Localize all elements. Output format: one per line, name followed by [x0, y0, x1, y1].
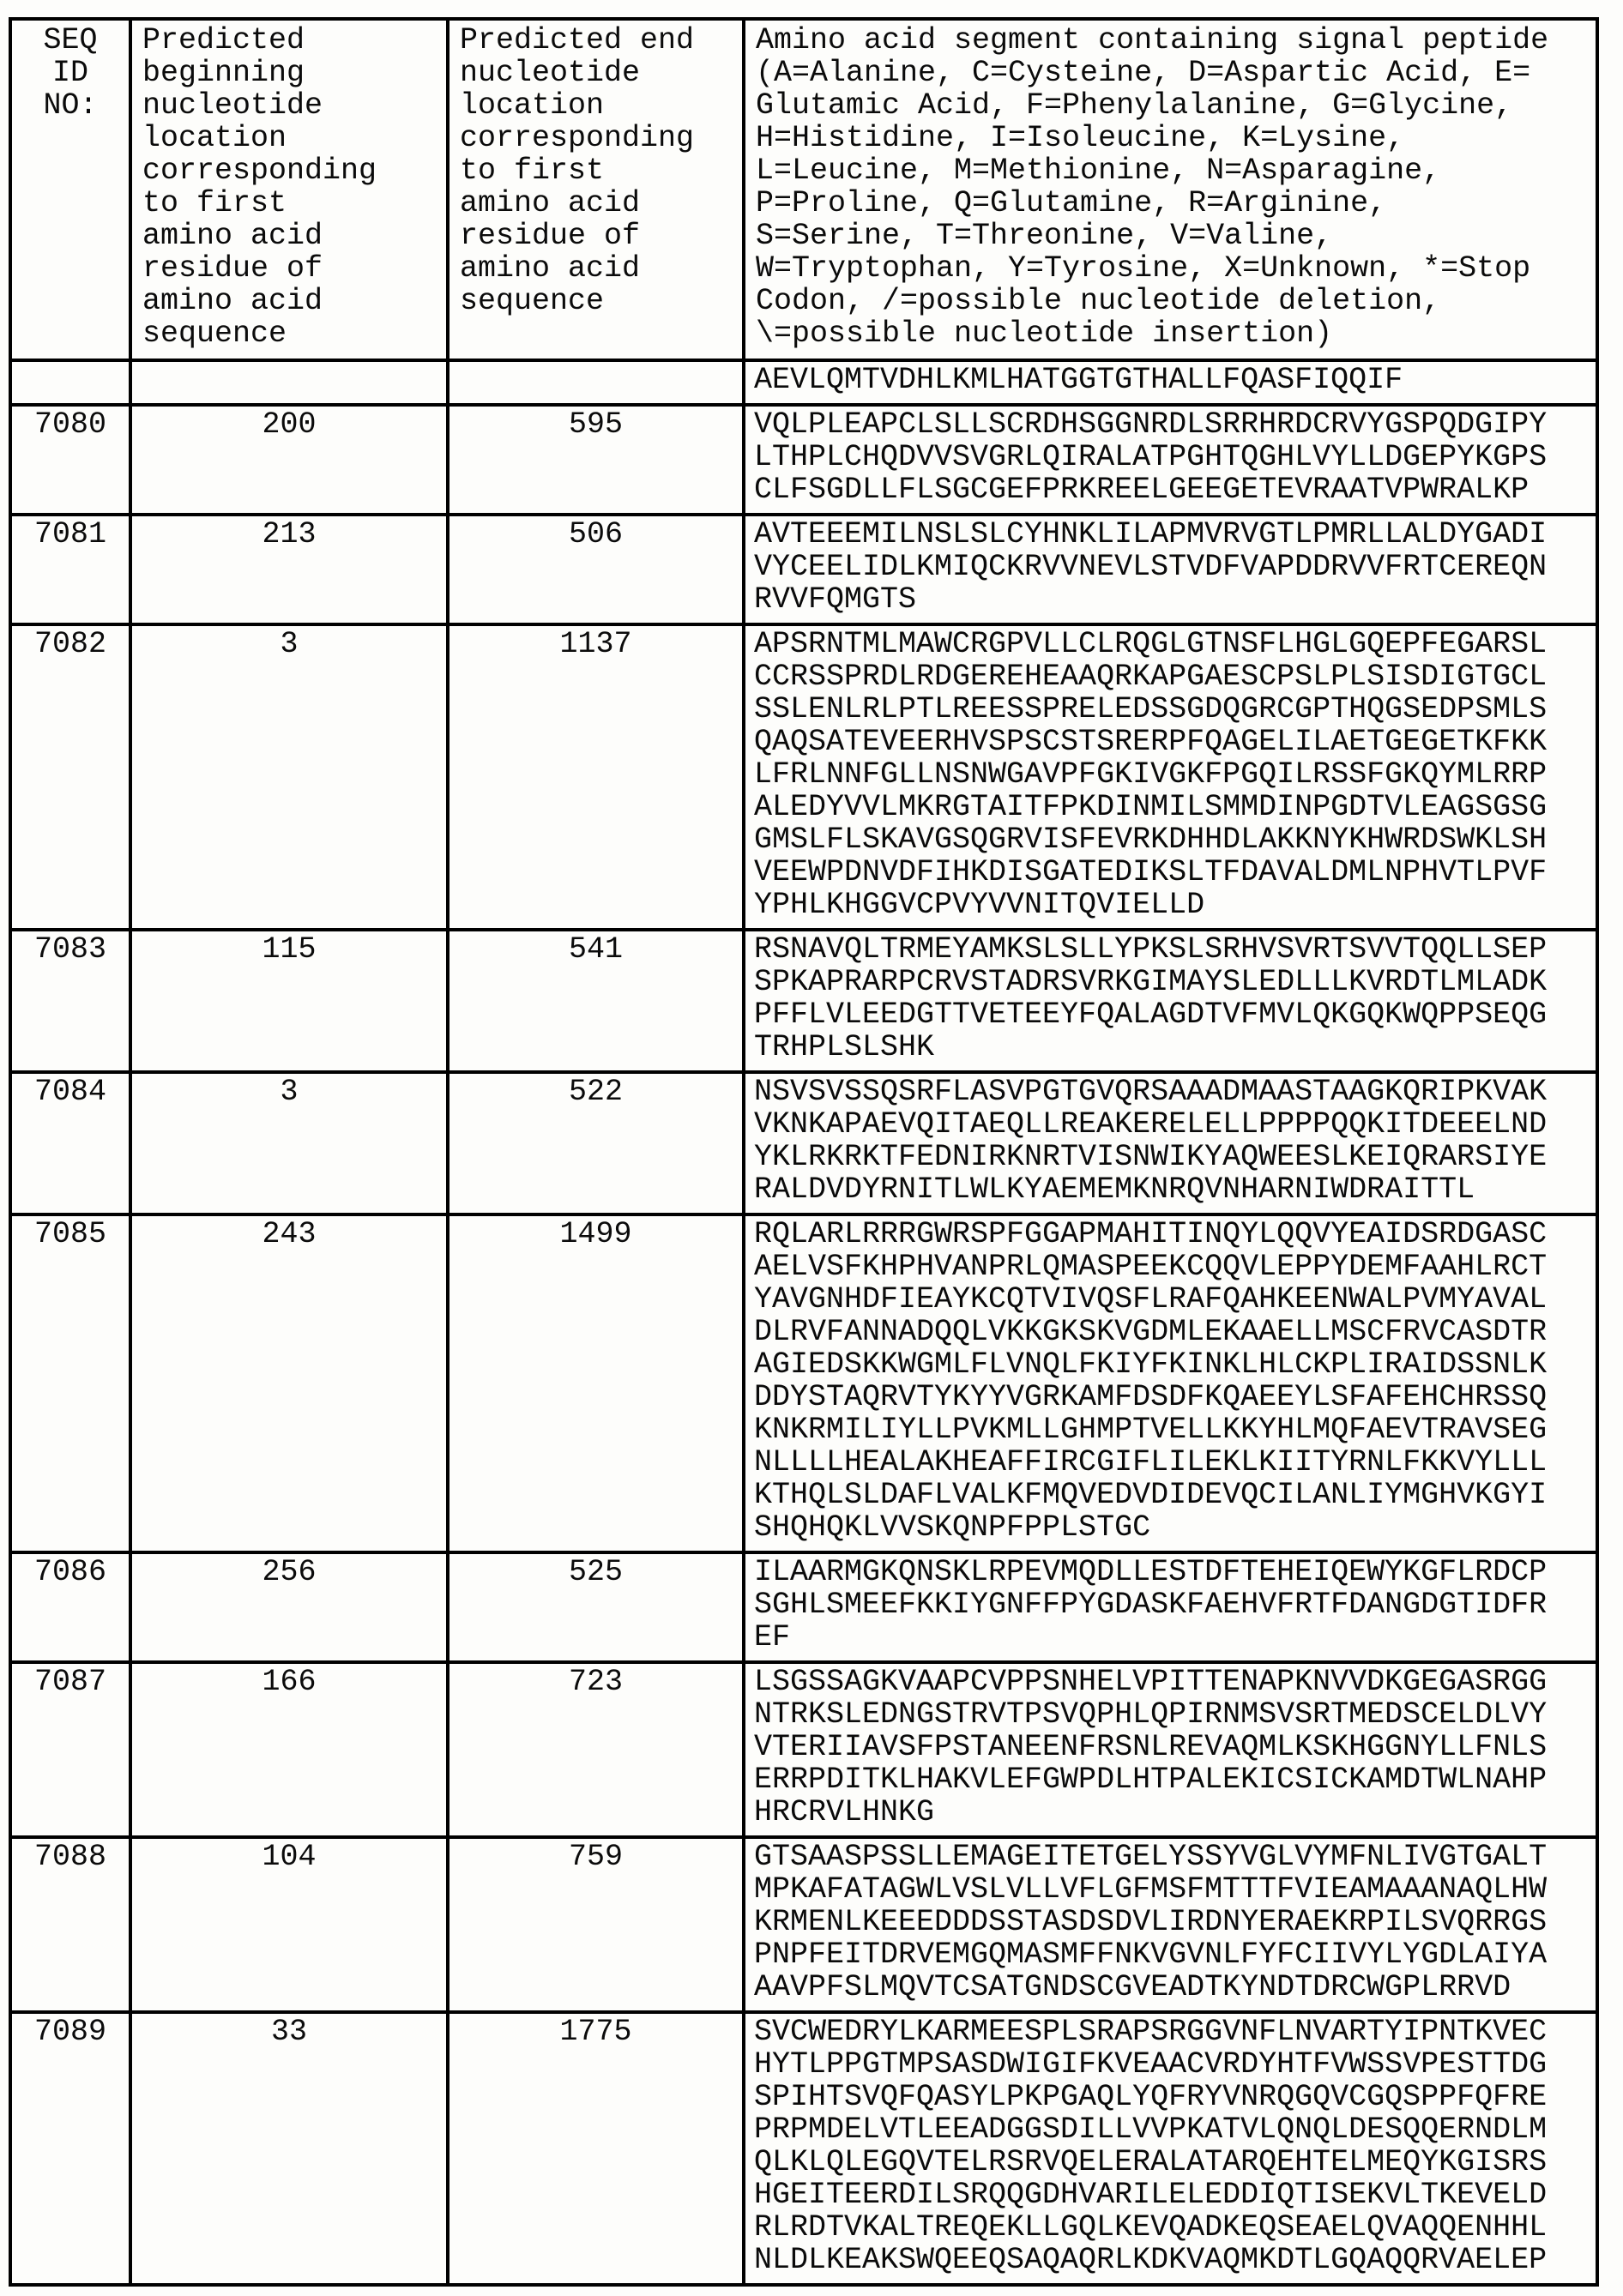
- seq-id-cell: 7087: [10, 1662, 130, 1837]
- amino-acid-sequence-cell: ILAARMGKQNSKLRPEVMQDLLESTDFTEHEIQEWYKGFLRDCP SGHLSMEEFKKIYGNFFPYGDASKFAEHVFRTFDANGDGTIDFR EF: [744, 1552, 1597, 1662]
- amino-acid-sequence-cell: AEVLQMTVDHLKMLHATGGTGTHALLFQASFIQQIF: [744, 360, 1597, 405]
- header-amino-acid-segment-legend: Amino acid segment containing signal peptide (A=Alanine, C=Cysteine, D=Aspartic Acid, E= Glutamic Acid, F=Phenylalanine, G=Glycine, H=Histidine, I=Isoleucine, K=Lysine, L=Leucine, M=Methionine, N=Asparagine, P=Proline, Q=Glutamine, R=Arginine, S=Serine, T=Threonine, V=Valine, W=Tryptophan, Y=Tyrosine, X=Unknown, *=Stop Codon, /=possible nucleotide deletion, \=possible nucleotide insertion): [744, 19, 1597, 360]
- seq-id-cell: 7081: [10, 515, 130, 624]
- table-row: [10, 1837, 1597, 2012]
- amino-acid-sequence-cell: RSNAVQLTRMEYAMKSLSLLYPKSLSRHVSVRTSVVTQQLLSEP SPKAPRARPCRVSTADRSVRKGIMAYSLEDLLLKVRDTLMLADK PFFLVLEEDGTTVETEEYFQALAGDTVFMVLQKGQKWQPPSEQG TRHPLSLSHK: [744, 930, 1597, 1072]
- seq-id-cell: 7085: [10, 1214, 130, 1552]
- table-row: [10, 360, 1597, 405]
- begin-nucleotide-cell: 200: [130, 405, 448, 515]
- table-row: [10, 1072, 1597, 1214]
- amino-acid-sequence-cell: AVTEEEMILNSLSLCYHNKLILAPMVRVGTLPMRLLALDYGADI VYCEELIDLKMIQCKRVVNEVLSTVDFVAPDDRVVFRTCEREQN RVVFQMGTS: [744, 515, 1597, 624]
- end-nucleotide-cell: 525: [448, 1552, 744, 1662]
- begin-nucleotide-cell: 243: [130, 1214, 448, 1552]
- amino-acid-sequence-cell: LSGSSAGKVAAPCVPPSNHELVPITTENAPKNVVDKGEGASRGG NTRKSLEDNGSTRVTPSVQPHLQPIRNMSVSRTMEDSCELDLVY VTERIIAVSFPSTANEENFRSNLREVAQMLKSKHGGNYLLFNLS ERRPDITKLHAKVLEFGWPDLHTPALEKICSICKAMDTWLNAHP HRCRVLHNKG: [744, 1662, 1597, 1837]
- begin-nucleotide-cell: 3: [130, 624, 448, 930]
- end-nucleotide-cell: 759: [448, 1837, 744, 2012]
- amino-acid-sequence-cell: SVCWEDRYLKARMEESPLSRAPSRGGVNFLNVARTYIPNTKVEC HYTLPPGTMPSASDWIGIFKVEAACVRDYHTFVWSSVPESTTDG SPIHTSVQFQASYLPKPGAQLYQFRYVNRQGQVCGQSPPFQFRE PRPMDELVTLEEADGGSDILLVVPKATVLQNQLDESQQERNDLM QLKLQLEGQVTELRSRVQELERALATARQEHTELMEQYKGISRS HGEITEERDILSRQQGDHVARILELEDDIQTISEKVLTKEVELD RLRDTVKALTREQEKLLGQLKEVQADKEQSEAELQVAQQENHHL NLDLKEAKSWQEEQSAQAQRLKDKVAQMKDTLGQAQQRVAELEP: [744, 2012, 1597, 2285]
- begin-nucleotide-cell: 33: [130, 2012, 448, 2285]
- seq-id-cell: 7083: [10, 930, 130, 1072]
- table-row: [10, 624, 1597, 930]
- seq-id-cell: 7088: [10, 1837, 130, 2012]
- table-row: [10, 1662, 1597, 1837]
- header-predicted-beginning-nucleotide: Predicted beginning nucleotide location corresponding to first amino acid residue of amino acid sequence: [130, 19, 448, 360]
- seq-id-cell: [10, 360, 130, 405]
- sequence-listing-table: [9, 17, 1599, 2287]
- end-nucleotide-cell: 723: [448, 1662, 744, 1837]
- begin-nucleotide-cell: 104: [130, 1837, 448, 2012]
- table-row: [10, 515, 1597, 624]
- end-nucleotide-cell: 506: [448, 515, 744, 624]
- seq-id-cell: 7082: [10, 624, 130, 930]
- header-row: [10, 19, 1597, 360]
- amino-acid-sequence-cell: GTSAASPSSLLEMAGEITETGELYSSYVGLVYMFNLIVGTGALT MPKAFATAGWLVSLVLLVFLGFMSFMTTTFVIEAMAAANAQLHW KRMENLKEEEDDDSSTASDSDVLIRDNYERAEKRPILSVQRRGS PNPFEITDRVEMGQMASMFFNKVGVNLFYFCIIVYLYGDLAIYA AAVPFSLMQVTCSATGNDSCGVEADTKYNDTDRCWGPLRRVD: [744, 1837, 1597, 2012]
- header-seq-id-no: SEQ ID NO:: [10, 19, 130, 360]
- begin-nucleotide-cell: 115: [130, 930, 448, 1072]
- table-row: [10, 1552, 1597, 1662]
- end-nucleotide-cell: 595: [448, 405, 744, 515]
- end-nucleotide-cell: 1137: [448, 624, 744, 930]
- amino-acid-sequence-cell: RQLARLRRRGWRSPFGGAPMAHITINQYLQQVYEAIDSRDGASC AELVSFKHPHVANPRLQMASPEEKCQQVLEPPYDEMFAAHLRCT YAVGNHDFIEAYKCQTVIVQSFLRAFQAHKEENWALPVMYAVAL DLRVFANNADQQLVKKGKSKVGDMLEKAAELLMSCFRVCASDTR AGIEDSKKWGMLFLVNQLFKIYFKINKLHLCKPLIRAIDSSNLK DDYSTAQRVTYKYYVGRKAMFDSDFKQAEEYLSFAFEHCHRSSQ KNKRMILIYLLPVKMLLGHMPTVELLKKYHLMQFAEVTRAVSEG NLLLLHEALAKHEAFFIRCGIFLILEKLKIITYRNLFKKVYLLL KTHQLSLDAFLVALKFMQVEDVDIDEVQCILANLIYMGHVKGYI SHQHQKLVVSKQNPFPPLSTGC: [744, 1214, 1597, 1552]
- amino-acid-sequence-cell: APSRNTMLMAWCRGPVLLCLRQGLGTNSFLHGLGQEPFEGARSL CCRSSPRDLRDGEREHEAAQRKAPGAESCPSLPLSISDIGTGCL SSLENLRLPTLREESSPRELEDSSGDQGRCGPTHQGSEDPSMLS QAQSATEVEERHVSPSCSTSRERPFQAGELILAETGEGETKFKK LFRLNNFGLLNSNWGAVPFGKIVGKFPGQILRSSFGKQYMLRRP ALEDYVVLMKRGTAITFPKDINMILSMMDINPGDTVLEAGSGSG GMSLFLSKAVGSQGRVISFEVRKDHHDLAKKNYKHWRDSWKLSH VEEWPDNVDFIHKDISGATEDIKSLTFDAVALDMLNPHVTLPVF YPHLKHGGVCPVYVVNITQVIELLD: [744, 624, 1597, 930]
- begin-nucleotide-cell: [130, 360, 448, 405]
- begin-nucleotide-cell: 166: [130, 1662, 448, 1837]
- amino-acid-sequence-cell: VQLPLEAPCLSLLSCRDHSGGNRDLSRRHRDCRVYGSPQDGIPY LTHPLCHQDVVSVGRLQIRALATPGHTQGHLVYLLDGEPYKGPS CLFSGDLLFLSGCGEFPRKREELGEEGETEVRAATVPWRALKP: [744, 405, 1597, 515]
- seq-id-cell: 7089: [10, 2012, 130, 2285]
- sequence-rows: [10, 360, 1597, 2285]
- end-nucleotide-cell: 522: [448, 1072, 744, 1214]
- begin-nucleotide-cell: 213: [130, 515, 448, 624]
- table-row: [10, 405, 1597, 515]
- seq-id-cell: 7084: [10, 1072, 130, 1214]
- begin-nucleotide-cell: 256: [130, 1552, 448, 1662]
- end-nucleotide-cell: [448, 360, 744, 405]
- begin-nucleotide-cell: 3: [130, 1072, 448, 1214]
- header-predicted-end-nucleotide: Predicted end nucleotide location corresponding to first amino acid residue of amino acid sequence: [448, 19, 744, 360]
- end-nucleotide-cell: 1775: [448, 2012, 744, 2285]
- table-row: [10, 930, 1597, 1072]
- amino-acid-sequence-cell: NSVSVSSQSRFLASVPGTGVQRSAAADMAASTAAGKQRIPKVAK VKNKAPAEVQITAEQLLREAKERELELLPPPPQQKITDEEELND YKLRKRKTFEDNIRKNRTVISNWIKYAQWEESLKEIQRARSIYE RALDVDYRNITLWLKYAEMEMKNRQVNHARNIWDRAITTL: [744, 1072, 1597, 1214]
- seq-id-cell: 7086: [10, 1552, 130, 1662]
- seq-id-cell: 7080: [10, 405, 130, 515]
- end-nucleotide-cell: 1499: [448, 1214, 744, 1552]
- table-row: [10, 2012, 1597, 2285]
- end-nucleotide-cell: 541: [448, 930, 744, 1072]
- table-row: [10, 1214, 1597, 1552]
